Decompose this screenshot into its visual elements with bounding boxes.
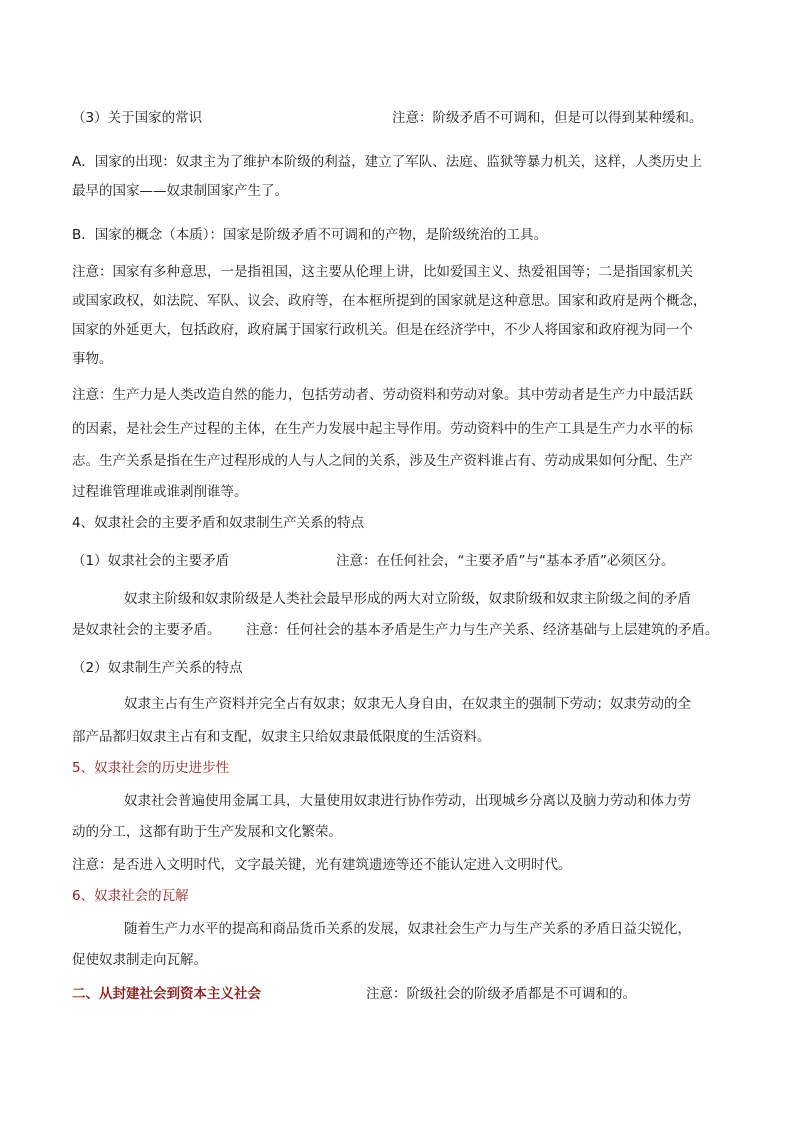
section6-line2: 促使奴隶制走向瓦解。 <box>72 952 207 968</box>
section6-title: 6、奴隶社会的瓦解 <box>72 888 189 904</box>
part2-note: 注意：阶级社会的阶级矛盾都是不可调和的。 <box>366 986 636 1002</box>
section5-line1: 奴隶社会普遍使用金属工具，大量使用奴隶进行协作劳动，出现城乡分离以及脑力劳动和体力劳 <box>124 793 691 809</box>
point-b: B．国家的概念（本质）：国家是阶级矛盾不可调和的产物，是阶级统治的工具。 <box>72 227 548 243</box>
section6-line1: 随着生产力水平的提高和商品货币关系的发展，奴隶社会生产力与生产关系的矛盾日益尖锐化， <box>124 921 691 937</box>
point-a-line2: 最早的国家——奴隶制国家产生了。 <box>72 183 288 199</box>
note-productivity-line3: 志。生产关系是指在生产过程形成的人与人之间的关系，涉及生产资料谁占有、劳动成果如何分配、生产 <box>72 453 693 469</box>
section4-2-title: （2）奴隶制生产关系的特点 <box>72 660 243 676</box>
section5-title: 5、奴隶社会的历史进步性 <box>72 760 230 776</box>
note-state-line4: 事物。 <box>72 351 113 367</box>
section4-title: 4、奴隶社会的主要矛盾和奴隶制生产关系的特点 <box>72 515 365 531</box>
section4-1-line1: 奴隶主阶级和奴隶阶级是人类社会最早形成的两大对立阶级，奴隶阶级和奴隶主阶级之间的矛盾 <box>124 591 691 607</box>
part2-title: 二、从封建社会到资本主义社会 <box>72 986 261 1002</box>
note-productivity-line1: 注意：生产力是人类改造自然的能力，包括劳动者、劳动资料和劳动对象。其中劳动者是生产力中最活跃 <box>72 387 693 403</box>
note-productivity-line2: 的因素，是社会生产过程的主体，在生产力发展中起主导作用。劳动资料中的生产工具是生产力水平的标 <box>72 421 693 437</box>
section4-2-line2: 部产品都归奴隶主占有和支配，奴隶主只给奴隶最低限度的生活资料。 <box>72 729 491 745</box>
note-productivity-line4: 过程谁管理谁或谁剥削谁等。 <box>72 484 248 500</box>
section4-2-line1: 奴隶主占有生产资料并完全占有奴隶；奴隶无人身自由，在奴隶主的强制下劳动；奴隶劳动的全 <box>124 696 691 712</box>
section3-note: 注意：阶级矛盾不可调和，但是可以得到某种缓和。 <box>392 110 703 126</box>
section4-1-line2-note: 注意：任何社会的基本矛盾是生产力与生产关系、经济基础与上层建筑的矛盾。 <box>246 622 719 638</box>
point-a-line1: A．国家的出现：奴隶主为了维护本阶级的利益，建立了军队、法庭、监狱等暴力机关，这样，人类历史上 <box>72 154 703 170</box>
section5-note: 注意：是否进入文明时代，文字最关键，光有建筑遗迹等还不能认定进入文明时代。 <box>72 857 572 873</box>
note-state-line3: 国家的外延更大，包括政府，政府属于国家行政机关。但是在经济学中，不少人将国家和政府视为同一个 <box>72 322 693 338</box>
section4-1-title: （1）奴隶社会的主要矛盾 <box>72 553 230 569</box>
note-state-line1: 注意：国家有多种意思，一是指祖国，这主要从伦理上讲，比如爱国主义、热爱祖国等；二是指国家机关 <box>72 264 693 280</box>
section4-1-note: 注意：在任何社会，“主要矛盾”与“基本矛盾”必须区分。 <box>336 553 675 569</box>
section5-line2: 动的分工，这都有助于生产发展和文化繁荣。 <box>72 824 342 840</box>
section4-1-line2: 是奴隶社会的主要矛盾。 <box>72 622 221 638</box>
section3-title: （3）关于国家的常识 <box>72 110 203 126</box>
note-state-line2: 或国家政权，如法院、军队、议会、政府等，在本框所提到的国家就是这种意思。国家和政府是两个概念， <box>72 293 707 309</box>
